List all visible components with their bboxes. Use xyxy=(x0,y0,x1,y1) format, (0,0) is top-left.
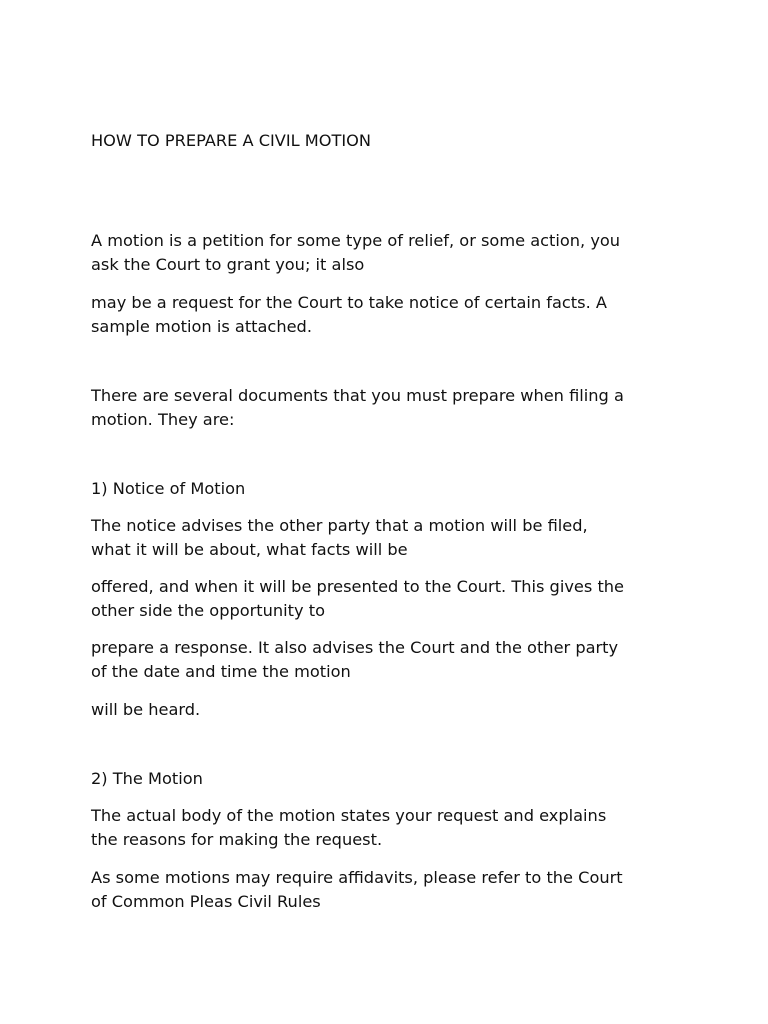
paragraph-notice-offered: offered, and when it will be presented to the Court. This gives the other side the opportunity to xyxy=(91,577,625,620)
heading-the-motion: 2) The Motion xyxy=(91,769,203,788)
paragraph-notice-response: prepare a response. It also advises the Court and the other party of the date and time the motion xyxy=(91,638,619,681)
paragraph-motion-definition: A motion is a petition for some type of relief, or some action, you ask the Court to grant you; it also xyxy=(91,231,621,274)
paragraph-motion-body: The actual body of the motion states your request and explains the reasons for making the request. xyxy=(91,806,607,849)
heading-notice-of-motion: 1) Notice of Motion xyxy=(91,479,246,498)
paragraph-notice-heard: will be heard. xyxy=(91,700,201,719)
paragraph-notice-advises: The notice advises the other party that a motion will be filed, what it will be about, what facts will be xyxy=(91,516,588,559)
paragraph-affidavits: As some motions may require affidavits, please refer to the Court of Common Pleas Civil Rules xyxy=(91,868,623,911)
document-title: HOW TO PREPARE A CIVIL MOTION xyxy=(91,131,372,150)
paragraph-motion-request: may be a request for the Court to take notice of certain facts. A sample motion is attached. xyxy=(91,293,607,336)
paragraph-documents-intro: There are several documents that you must prepare when filing a motion. They are: xyxy=(91,386,624,429)
